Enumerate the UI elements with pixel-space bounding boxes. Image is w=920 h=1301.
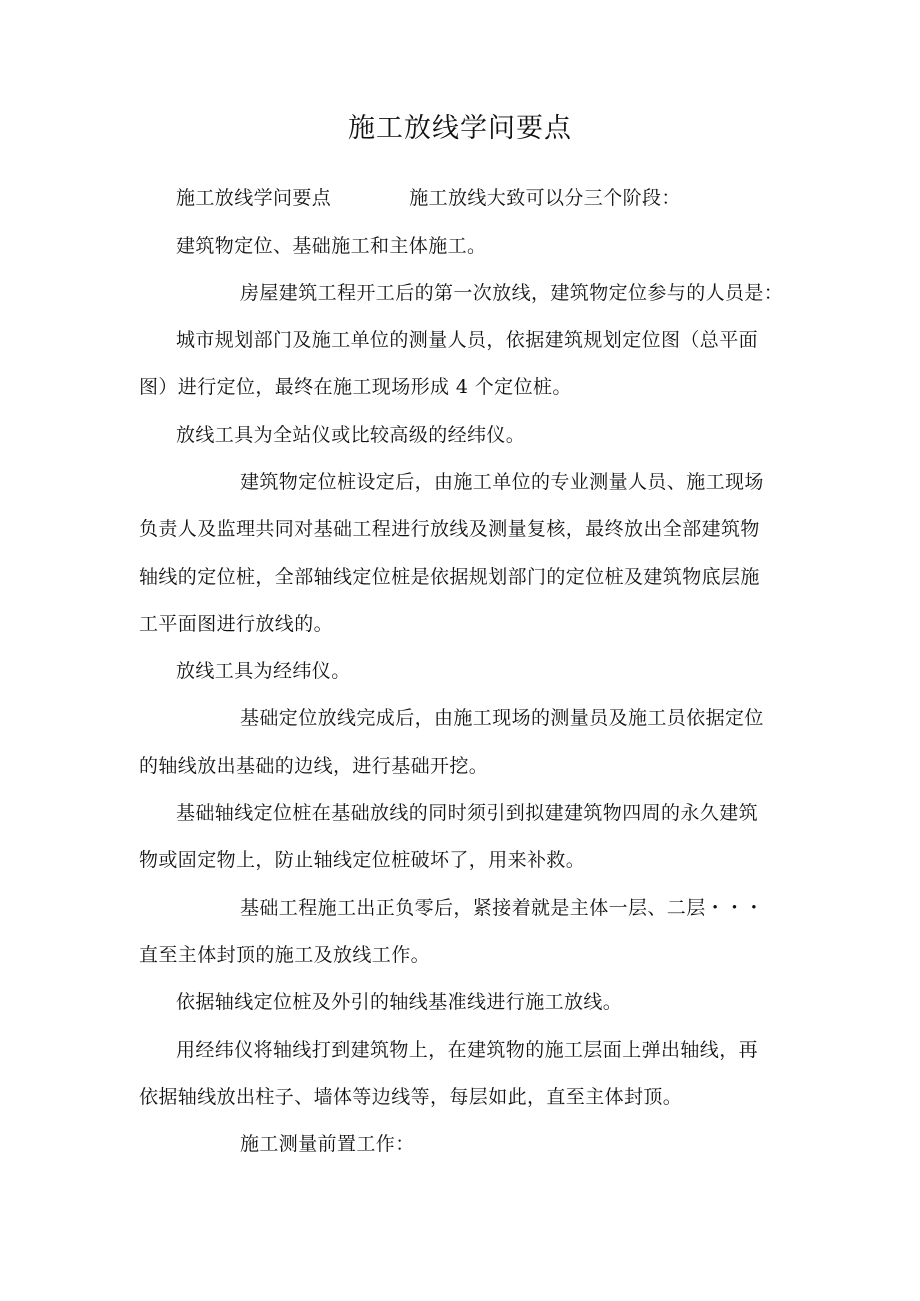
- paragraph-line: 负责人及监理共同对基础工程进行放线及测量复核，最终放出全部建筑物: [139, 518, 760, 540]
- paragraph-line: 轴线的定位桩，全部轴线定位桩是依据规划部门的定位桩及建筑物底层施: [139, 566, 760, 588]
- paragraph-line: 基础轴线定位桩在基础放线的同时须引到拟建建筑物四周的永久建筑: [176, 802, 759, 824]
- paragraph-line: 的轴线放出基础的边线，进行基础开挖。: [139, 755, 489, 777]
- paragraph-line: 放线工具为经纬仪。: [176, 660, 351, 682]
- paragraph-line: 用经纬仪将轴线打到建筑物上，在建筑物的施工层面上弹出轴线，再: [176, 1039, 759, 1061]
- paragraph-line: 直至主体封顶的施工及放线工作。: [139, 944, 431, 966]
- intro-text: 施工放线大致可以分三个阶段：: [409, 187, 681, 209]
- paragraph-line: 基础工程施工出正负零后，紧接着就是主体一层、二层・・・: [240, 897, 764, 919]
- paragraph-line: 图）进行定位，最终在施工现场形成 4 个定位桩。: [139, 376, 572, 398]
- paragraph-line: 物或固定物上，防止轴线定位桩破坏了，用来补救。: [139, 849, 586, 871]
- paragraph-line: 建筑物定位桩设定后，由施工单位的专业测量人员、施工现场: [240, 471, 764, 493]
- document-title: 施工放线学问要点: [348, 113, 572, 144]
- paragraph-line: 依据轴线定位桩及外引的轴线基准线进行施工放线。: [176, 991, 623, 1013]
- paragraph-line: 放线工具为全站仪或比较高级的经纬仪。: [176, 424, 526, 446]
- paragraph-line: 房屋建筑工程开工后的第一次放线，建筑物定位参与的人员是：: [240, 282, 784, 304]
- paragraph-line: 基础定位放线完成后，由施工现场的测量员及施工员依据定位: [240, 707, 764, 729]
- paragraph-line: 建筑物定位、基础施工和主体施工。: [176, 235, 487, 257]
- paragraph-line: [176, 183, 681, 213]
- paragraph-line: 施工测量前置工作：: [240, 1133, 415, 1155]
- paragraph-line: 工平面图进行放线的。: [139, 613, 334, 635]
- paragraph-line: 城市规划部门及施工单位的测量人员，依据建筑规划定位图（总平面: [176, 329, 759, 351]
- paragraph-line: 依据轴线放出柱子、墙体等边线等，每层如此，直至主体封顶。: [139, 1086, 683, 1108]
- inline-heading: 施工放线学问要点: [176, 187, 332, 209]
